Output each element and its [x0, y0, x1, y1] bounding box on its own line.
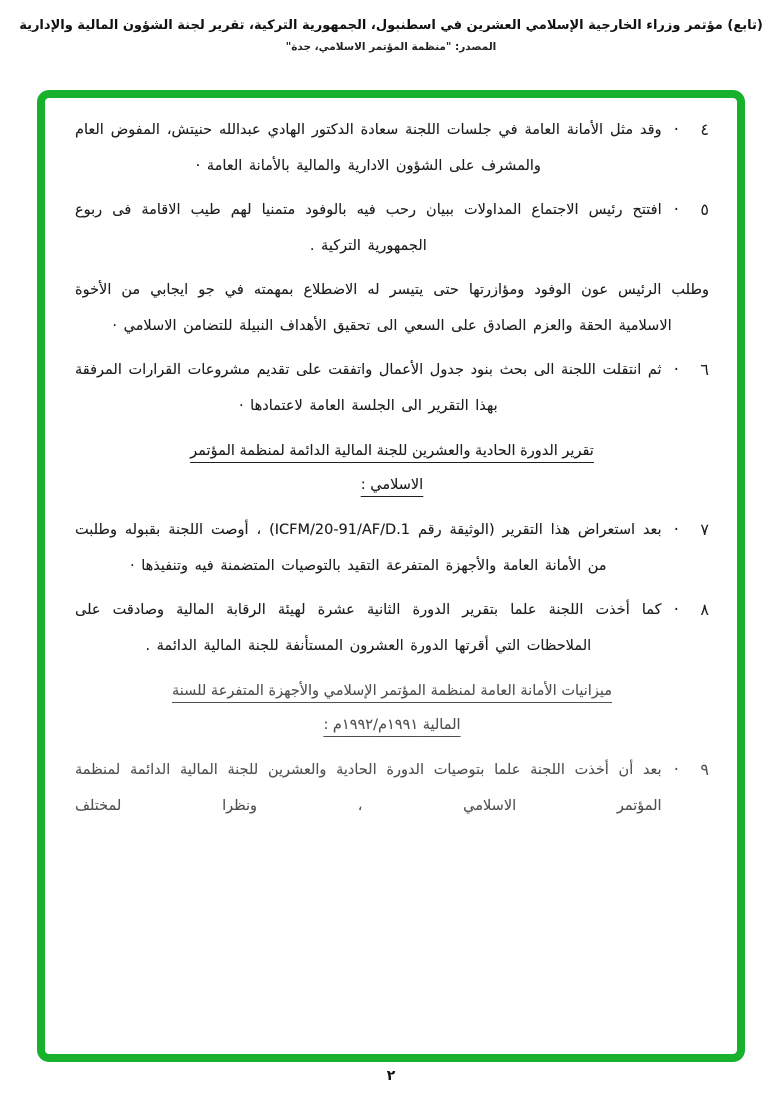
heading-text: تقرير الدورة الحادية والعشرين للجنة المالية الدائمة لمنظمة المؤتمر الاسلامي :: [190, 443, 594, 493]
numbered-item-6: [75, 352, 709, 424]
page-number: ٢: [386, 1068, 396, 1084]
item-number: ٩: [700, 760, 709, 779]
item-text: وقد مثل الأمانة العامة في جلسات اللجنة سعادة الدكتور الهادي عبدالله حنيتش، المفوض العام والمشرف على الشؤون الادارية والمالية بالأمانة العامة ·: [75, 122, 662, 174]
item-text: افتتح رئيس الاجتماع المداولات ببيان رحب فيه بالوفود متمنيا لهم طيب الاقامة فى ربوع الجمهورية التركية .: [75, 202, 662, 254]
numbered-item-4: [75, 112, 709, 184]
item-separator-dot: ·: [673, 200, 679, 220]
document-source: المصدر: "منظمة المؤتمر الاسلامي، جدة": [285, 41, 497, 53]
numbered-item-8: [75, 592, 709, 664]
numbered-item-7: [75, 512, 709, 584]
paragraph-text: وطلب الرئيس عون الوفود ومؤازرتها حتى يتيسر له الاضطلاع بمهمته في جو ايجابي من الأخوة الاسلامية الحقة والعزم الصادق على السعي الى تحقيق الأهداف النبيلة للتضامن الاسلامي ·: [75, 282, 709, 334]
numbered-item-5: [75, 192, 709, 264]
item-separator-dot: ·: [673, 760, 679, 780]
document-header: [0, 18, 782, 53]
item-number: ٦: [700, 360, 709, 379]
item-number: ٨: [700, 600, 709, 619]
item-text: ثم انتقلت اللجنة الى بحث بنود جدول الأعمال واتفقت على تقديم مشروعات القرارات المرفقة بهذا التقرير الى الجلسة العامة لاعتمادها ·: [75, 362, 662, 414]
item-separator-dot: ·: [673, 120, 679, 140]
content-frame: [37, 90, 745, 1062]
section-heading-committee-report: [75, 434, 709, 502]
body-paragraph: [75, 272, 709, 344]
section-heading-budgets: [75, 674, 709, 742]
item-separator-dot: ·: [673, 360, 679, 380]
item-separator-dot: ·: [673, 600, 679, 620]
item-text: بعد استعراض هذا التقرير (الوثيقة رقم ICFM/20-91/AF/D.1) ، أوصت اللجنة بقبوله وطلبت من الأمانة العامة والأجهزة المتفرعة التقيد بالتوصيات المتضمنة فيه وتنفيذها ·: [75, 522, 662, 574]
item-number: ٤: [700, 120, 709, 139]
item-text: كما أخذت اللجنة علما بتقرير الدورة الثانية عشرة لهيئة الرقابة المالية وصادقت على الملاحظات التي أقرتها الدورة العشرون المستأنفة للجنة المالية الدائمة .: [75, 602, 662, 654]
item-separator-dot: ·: [673, 520, 679, 540]
item-number: ٥: [700, 200, 709, 219]
document-title: (تابع) مؤتمر وزراء الخارجية الإسلامي العشرين في اسطنبول، الجمهورية التركية، تقرير لجنة الشؤون المالية والإدارية: [19, 18, 763, 33]
item-text: بعد أن أخذت اللجنة علما بتوصيات الدورة الحادية والعشرين للجنة المالية الدائمة لمنظمة المؤتمر الاسلامي ، ونظرا لمختلف: [75, 762, 662, 814]
heading-text: ميزانيات الأمانة العامة لمنظمة المؤتمر الإسلامي والأجهزة المتفرعة للسنة المالية ١٩٩١م/١٩٩٢م :: [172, 683, 612, 733]
numbered-item-9: [75, 752, 709, 824]
item-number: ٧: [700, 520, 709, 539]
